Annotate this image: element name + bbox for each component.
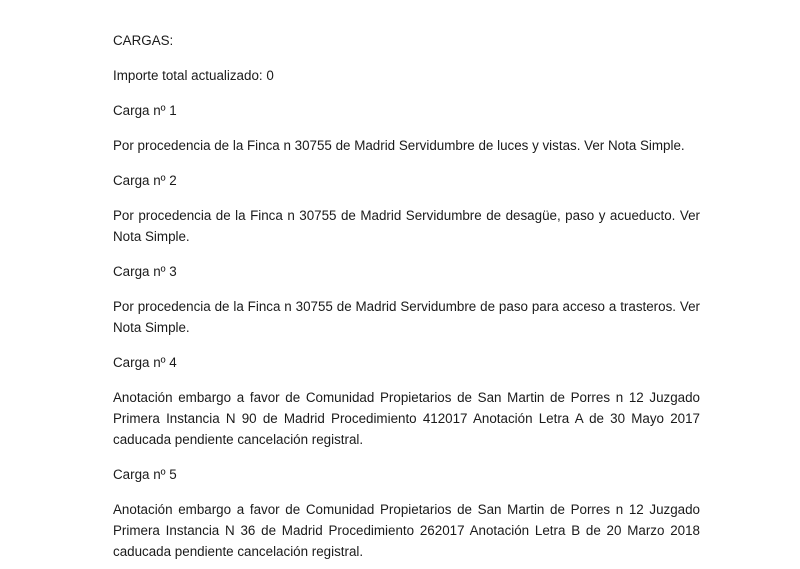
carga-1-title: Carga nº 1 — [113, 103, 177, 118]
carga-4-text: Anotación embargo a favor de Comunidad Propietarios de San Martin de Porres n 12 Juzgado Primera Instancia N 90 de Madrid Procedimiento 412017 Anotación Letra A de 30 Mayo 2017 caducada pendiente cancelación registral. — [113, 390, 700, 447]
carga-4-title: Carga nº 4 — [113, 355, 177, 370]
carga-2-text: Por procedencia de la Finca n 30755 de Madrid Servidumbre de desagüe, paso y acueducto. Ver Nota Simple. — [113, 208, 700, 244]
carga-3-title: Carga nº 3 — [113, 264, 177, 279]
total-amount: Importe total actualizado: 0 — [113, 68, 274, 83]
section-heading: CARGAS: — [113, 33, 174, 48]
carga-1-text: Por procedencia de la Finca n 30755 de Madrid Servidumbre de luces y vistas. Ver Nota Simple. — [113, 138, 685, 153]
carga-5-title: Carga nº 5 — [113, 467, 177, 482]
carga-3-text: Por procedencia de la Finca n 30755 de Madrid Servidumbre de paso para acceso a trasteros. Ver Nota Simple. — [113, 299, 700, 335]
carga-5-text: Anotación embargo a favor de Comunidad Propietarios de San Martin de Porres n 12 Juzgado Primera Instancia N 36 de Madrid Procedimiento 262017 Anotación Letra B de 20 Marzo 2018 caducada pendiente cancelación registral. — [113, 502, 700, 559]
document-page — [113, 30, 700, 562]
carga-2-title: Carga nº 2 — [113, 173, 177, 188]
